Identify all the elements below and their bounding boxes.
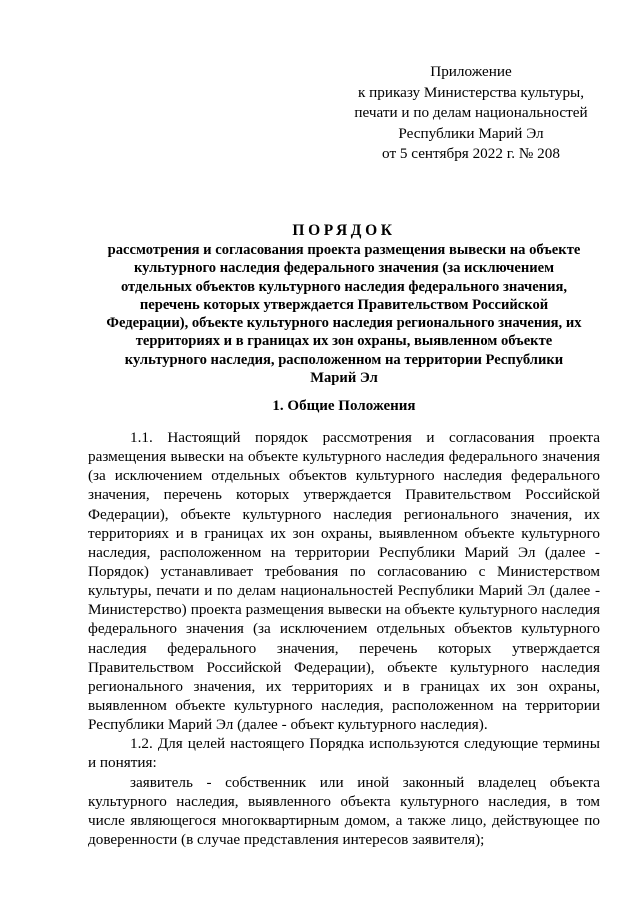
title-line: Марий Эл — [310, 370, 378, 387]
title-line: рассмотрения и согласования проекта размещения вывески на объекте — [107, 242, 581, 258]
appendix-line: к приказу Министерства культуры, — [357, 83, 585, 101]
body-line: 1.1. Настоящий порядок рассмотрения и согласования проекта — [130, 429, 600, 446]
section-heading: 1. Общие Положения — [272, 398, 416, 414]
title-word: ПОРЯДОК — [292, 222, 396, 239]
body-line: Федерации), объекте культурного наследия регионального значения, их — [88, 505, 600, 523]
body-line: территориях и в границах их зон охраны, выявленном объекте культурного — [88, 524, 600, 542]
title-line: отдельных объектов культурного наследия федерального значения, — [120, 278, 568, 295]
body-line: (за исключением отдельных объектов культурного наследия федерального — [88, 467, 600, 485]
body-line: доверенности (в случае представления интересов заявителя); — [88, 830, 485, 848]
body-line: числе являющегося многоквартирным домом, а также лицо, действующее по — [88, 811, 600, 829]
appendix-line: Приложение — [430, 63, 512, 80]
body-line: размещения вывески на объекте культурного наследия федерального значения — [88, 448, 600, 466]
body-line: значения, перечень которых утверждается Правительством Российской — [88, 486, 600, 504]
document-title — [88, 222, 600, 387]
body-line: и понятия: — [88, 754, 157, 772]
title-line: Федерации), объекте культурного наследия регионального значения, их — [106, 315, 582, 332]
body-line: культуры, печати и по делам национальностей Республики Марий Эл (далее - — [88, 582, 600, 600]
title-line: культурного наследия федерального значения (за исключением — [133, 260, 555, 277]
title-line: культурного наследия, расположенном на территории Республики — [124, 351, 564, 368]
body-line: выявленном объекте культурного наследия, расположенном на территории — [88, 696, 600, 714]
body-line: культурного наследия, выявленного объекта культурного наследия, в том — [88, 792, 600, 810]
appendix-line: печати и по делам национальностей — [354, 104, 588, 121]
body-line: Правительством Российской Федерации), объекте культурного наследия — [88, 658, 600, 676]
title-line: территориях и в границах их зон охраны, выявленном объекте — [135, 333, 553, 350]
body-line: Порядок) устанавливает требования по согласованию с Министерством — [88, 562, 600, 580]
body-line: 1.2. Для целей настоящего Порядка используются следующие термины — [130, 735, 600, 753]
body-text — [88, 428, 600, 849]
body-line: регионального значения, их территориях и в границах их зон охраны, — [88, 677, 600, 695]
body-line: Республики Марий Эл (далее - объект культурного наследия). — [88, 716, 488, 734]
body-line: федерального значения (за исключением отдельных объектов культурного — [88, 620, 600, 638]
appendix-line: Республики Марий Эл — [398, 124, 544, 142]
body-line: Министерство) проекта размещения вывески на объекте культурного наследия — [88, 601, 600, 619]
appendix-line: от 5 сентября 2022 г. № 208 — [382, 145, 560, 162]
body-line: заявитель - собственник или иной законный владелец объекта — [130, 773, 600, 791]
title-line: перечень которых утверждается Правительством Российской — [139, 296, 549, 313]
appendix-header — [340, 62, 602, 165]
body-line: наследия федерального значения, перечень которых утверждается — [88, 639, 600, 657]
body-line: наследия, расположенном на территории Республики Марий Эл (далее - — [88, 543, 600, 561]
